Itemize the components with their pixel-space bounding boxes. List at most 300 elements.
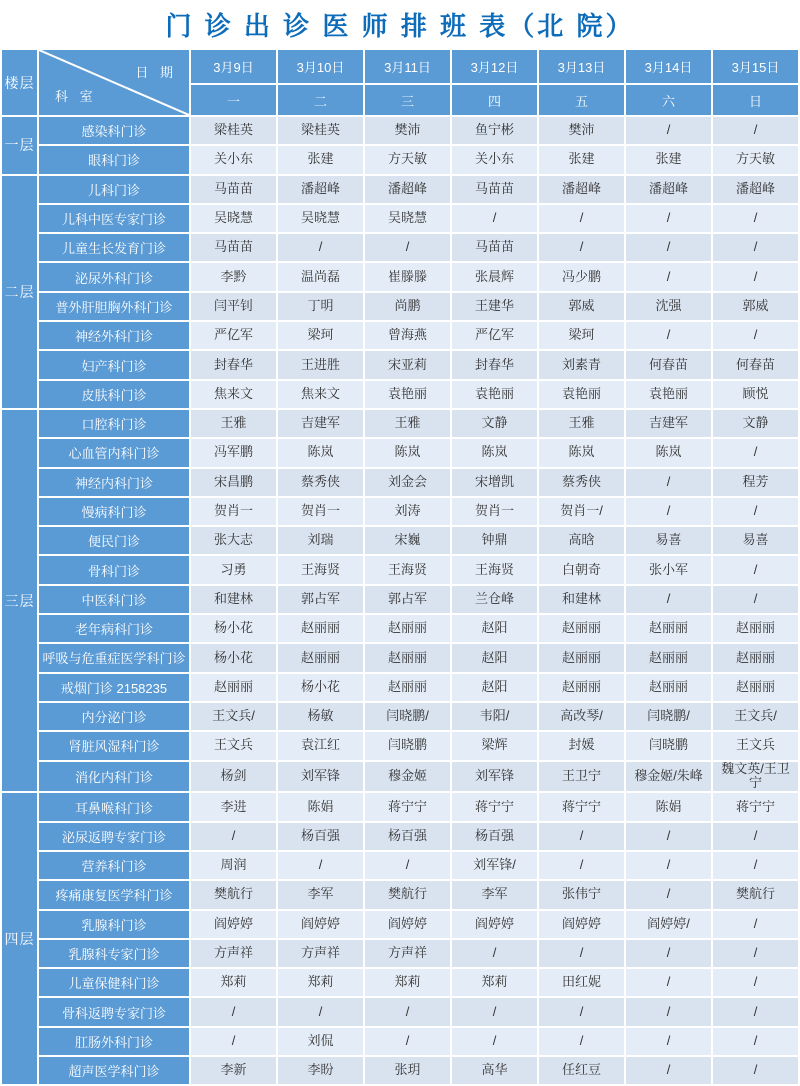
table-row [1,880,799,909]
doctor-cell: 何春苗 [712,350,799,379]
doctor-cell: 闫晓鹏 [364,731,451,760]
doctor-cell: 吉建军 [277,409,364,438]
doctor-cell: 刘金会 [364,468,451,497]
doctor-cell: 蒋宁宁 [538,792,625,821]
doctor-cell: 梁桂英 [190,116,277,145]
doctor-cell: 易喜 [625,526,712,555]
table-row [1,497,799,526]
doctor-cell: 封春华 [190,350,277,379]
date-header-row [1,49,799,84]
doctor-cell: 文静 [451,409,538,438]
department-cell: 乳腺科专家门诊 [38,939,190,968]
doctor-cell: 魏文英/王卫宁 [712,761,799,793]
department-cell: 戒烟门诊 2158235 [38,673,190,702]
table-row [1,262,799,291]
doctor-cell: / [190,1027,277,1056]
table-header [1,49,799,116]
doctor-cell: 王卫宁 [538,761,625,793]
doctor-cell: 吴晓慧 [190,204,277,233]
doctor-cell: 袁艳丽 [625,380,712,409]
doctor-cell: 曾海燕 [364,321,451,350]
doctor-cell: 潘超峰 [538,175,625,204]
doctor-cell: 易喜 [712,526,799,555]
doctor-cell: 刘军锋 [451,761,538,793]
table-row [1,939,799,968]
department-cell: 眼科门诊 [38,145,190,174]
schedule-table [0,48,800,1086]
weekday-header-cell: 一 [190,84,277,116]
doctor-cell: 刘素青 [538,350,625,379]
doctor-cell: 顾悦 [712,380,799,409]
doctor-cell: 蔡秀侠 [277,468,364,497]
doctor-cell: 梁桂英 [277,116,364,145]
doctor-cell: 李新 [190,1056,277,1085]
doctor-cell: 闫晓鹏/ [625,702,712,731]
doctor-cell: 赵丽丽 [364,643,451,672]
doctor-cell: 张小军 [625,555,712,584]
doctor-cell: / [625,204,712,233]
doctor-cell: / [625,997,712,1026]
doctor-cell: / [190,997,277,1026]
doctor-cell: 张晨辉 [451,262,538,291]
doctor-cell: 贺肖一/ [538,497,625,526]
doctor-cell: 赵阳 [451,643,538,672]
weekday-header-cell: 日 [712,84,799,116]
doctor-cell: 王雅 [190,409,277,438]
doctor-cell: / [451,997,538,1026]
doctor-cell: 贺肖一 [277,497,364,526]
doctor-cell: 张玥 [364,1056,451,1085]
doctor-cell: 刘瑞 [277,526,364,555]
department-cell: 肛肠外科门诊 [38,1027,190,1056]
doctor-cell: 闫晓鹏 [625,731,712,760]
doctor-cell: / [712,321,799,350]
department-cell: 儿童保健科门诊 [38,968,190,997]
department-cell: 营养科门诊 [38,851,190,880]
doctor-cell: 吴晓慧 [364,204,451,233]
date-header-cell: 3月10日 [277,49,364,84]
doctor-cell: 宋昌鹏 [190,468,277,497]
doctor-cell: 何春苗 [625,350,712,379]
doctor-cell: 李进 [190,792,277,821]
doctor-cell: 阎婷婷 [190,910,277,939]
doctor-cell: 王文兵/ [712,702,799,731]
doctor-cell: 阎婷婷 [277,910,364,939]
doctor-cell: 樊航行 [712,880,799,909]
doctor-cell: / [364,1027,451,1056]
doctor-cell: / [625,1027,712,1056]
doctor-cell: / [277,997,364,1026]
doctor-cell: 陈岚 [451,438,538,467]
doctor-cell: 赵丽丽 [538,673,625,702]
doctor-cell: 潘超峰 [364,175,451,204]
doctor-cell: 刘军锋/ [451,851,538,880]
doctor-cell: / [538,822,625,851]
doctor-cell: 和建林 [538,585,625,614]
doctor-cell: 宋增凯 [451,468,538,497]
doctor-cell: / [364,997,451,1026]
doctor-cell: 崔滕滕 [364,262,451,291]
doctor-cell: 赵丽丽 [538,614,625,643]
doctor-cell: 方声祥 [364,939,451,968]
date-header-cell: 3月12日 [451,49,538,84]
doctor-cell: / [625,321,712,350]
doctor-cell: 穆金姬/朱峰 [625,761,712,793]
doctor-cell: 王海贤 [364,555,451,584]
department-cell: 儿科门诊 [38,175,190,204]
doctor-cell: / [625,262,712,291]
table-row [1,1027,799,1056]
table-row [1,292,799,321]
doctor-cell: / [712,1056,799,1085]
date-header-cell: 3月13日 [538,49,625,84]
date-header-cell: 3月14日 [625,49,712,84]
doctor-cell: 韦阳/ [451,702,538,731]
doctor-cell: 赵丽丽 [277,614,364,643]
doctor-cell: 陈娟 [625,792,712,821]
doctor-cell: 陈岚 [277,438,364,467]
weekday-header-cell: 五 [538,84,625,116]
department-cell: 内分泌门诊 [38,702,190,731]
doctor-cell: / [625,116,712,145]
doctor-cell: 赵丽丽 [364,614,451,643]
doctor-cell: 潘超峰 [712,175,799,204]
date-header-cell: 3月15日 [712,49,799,84]
doctor-cell: 潘超峰 [625,175,712,204]
doctor-cell: 蒋宁宁 [712,792,799,821]
table-row [1,145,799,174]
doctor-cell: 冯少鹏 [538,262,625,291]
doctor-cell: / [625,585,712,614]
floor-header-cell: 楼层 [1,49,38,116]
department-cell: 肾脏风湿科门诊 [38,731,190,760]
doctor-cell: / [712,262,799,291]
table-row [1,997,799,1026]
doctor-cell: 赵丽丽 [712,643,799,672]
doctor-cell: 袁艳丽 [451,380,538,409]
doctor-cell: / [538,939,625,968]
doctor-cell: / [538,1027,625,1056]
doctor-cell: / [277,851,364,880]
doctor-cell: / [625,1056,712,1085]
doctor-cell: 郭占军 [277,585,364,614]
weekday-header-cell: 四 [451,84,538,116]
doctor-cell: 张建 [277,145,364,174]
doctor-cell: 梁珂 [538,321,625,350]
floor-cell: 三层 [1,409,38,792]
doctor-cell: 高改琴/ [538,702,625,731]
doctor-cell: 马苗苗 [451,175,538,204]
doctor-cell: / [712,910,799,939]
doctor-cell: 方天敏 [712,145,799,174]
doctor-cell: 杨百强 [277,822,364,851]
table-row [1,702,799,731]
doctor-cell: / [712,233,799,262]
doctor-cell: 郑莉 [277,968,364,997]
doctor-cell: 蒋宁宁 [451,792,538,821]
doctor-cell: 白朝奇 [538,555,625,584]
diagonal-line-icon [39,50,189,115]
table-row [1,321,799,350]
doctor-cell: / [625,880,712,909]
doctor-cell: 马苗苗 [190,175,277,204]
doctor-cell: 袁艳丽 [538,380,625,409]
department-cell: 感染科门诊 [38,116,190,145]
doctor-cell: 阎婷婷 [538,910,625,939]
doctor-cell: 王海贤 [451,555,538,584]
doctor-cell: 杨百强 [364,822,451,851]
doctor-cell: / [625,939,712,968]
department-cell: 慢病科门诊 [38,497,190,526]
doctor-cell: 沈强 [625,292,712,321]
doctor-cell: / [712,204,799,233]
doctor-cell: 方天敏 [364,145,451,174]
doctor-cell: / [712,497,799,526]
doctor-cell: 文静 [712,409,799,438]
doctor-cell: / [364,233,451,262]
department-cell: 泌尿外科门诊 [38,262,190,291]
doctor-cell: 赵丽丽 [625,614,712,643]
doctor-cell: 杨小花 [190,643,277,672]
doctor-cell: / [712,1027,799,1056]
doctor-cell: 陈岚 [625,438,712,467]
doctor-cell: 郑莉 [451,968,538,997]
doctor-cell: 焦来文 [277,380,364,409]
doctor-cell: / [712,997,799,1026]
department-cell: 妇产科门诊 [38,350,190,379]
department-cell: 口腔科门诊 [38,409,190,438]
doctor-cell: 赵丽丽 [625,673,712,702]
doctor-cell: 赵丽丽 [712,673,799,702]
table-row [1,851,799,880]
doctor-cell: 王文兵/ [190,702,277,731]
doctor-cell: / [538,851,625,880]
department-cell: 老年病科门诊 [38,614,190,643]
doctor-cell: / [712,555,799,584]
doctor-cell: 阎婷婷 [364,910,451,939]
doctor-cell: 严亿军 [451,321,538,350]
department-cell: 骨科门诊 [38,555,190,584]
doctor-cell: 尚鹏 [364,292,451,321]
table-row [1,380,799,409]
doctor-cell: 蒋宁宁 [364,792,451,821]
department-cell: 心血管内科门诊 [38,438,190,467]
doctor-cell: / [712,116,799,145]
floor-cell: 二层 [1,175,38,409]
department-cell: 中医科门诊 [38,585,190,614]
doctor-cell: 王进胜 [277,350,364,379]
table-row [1,1056,799,1085]
department-cell: 疼痛康复医学科门诊 [38,880,190,909]
doctor-cell: / [538,997,625,1026]
department-cell: 神经外科门诊 [38,321,190,350]
department-cell: 儿童生长发育门诊 [38,233,190,262]
table-row [1,585,799,614]
table-row [1,526,799,555]
table-row [1,614,799,643]
doctor-cell: / [190,822,277,851]
doctor-cell: / [625,968,712,997]
department-cell: 耳鼻喉科门诊 [38,792,190,821]
doctor-cell: / [712,585,799,614]
doctor-cell: 封媛 [538,731,625,760]
doctor-cell: 王海贤 [277,555,364,584]
department-cell: 乳腺科门诊 [38,910,190,939]
doctor-cell: 王文兵 [712,731,799,760]
doctor-cell: / [277,233,364,262]
table-row [1,968,799,997]
department-cell: 神经内科门诊 [38,468,190,497]
table-row [1,350,799,379]
date-axis-label: 日 期 [135,65,177,80]
doctor-cell: 张建 [625,145,712,174]
doctor-cell: 王文兵 [190,731,277,760]
table-row [1,468,799,497]
doctor-cell: 贺肖一 [451,497,538,526]
doctor-cell: 杨小花 [190,614,277,643]
doctor-cell: 潘超峰 [277,175,364,204]
weekday-header-cell: 二 [277,84,364,116]
doctor-cell: 李黔 [190,262,277,291]
floor-cell: 一层 [1,116,38,175]
doctor-cell: 关小东 [451,145,538,174]
department-cell: 泌尿返聘专家门诊 [38,822,190,851]
department-cell: 呼吸与危重症医学科门诊 [38,643,190,672]
doctor-cell: 赵阳 [451,614,538,643]
table-row [1,673,799,702]
doctor-cell: 王建华 [451,292,538,321]
table-row [1,233,799,262]
doctor-cell: 温尚磊 [277,262,364,291]
weekday-header-cell: 三 [364,84,451,116]
table-row [1,116,799,145]
department-cell: 皮肤科门诊 [38,380,190,409]
doctor-cell: 关小东 [190,145,277,174]
doctor-cell: / [625,497,712,526]
doctor-cell: 封春华 [451,350,538,379]
doctor-cell: / [451,1027,538,1056]
department-cell: 普外肝胆胸外科门诊 [38,292,190,321]
doctor-cell: 赵阳 [451,673,538,702]
department-cell: 便民门诊 [38,526,190,555]
doctor-cell: 周润 [190,851,277,880]
doctor-cell: 严亿军 [190,321,277,350]
doctor-cell: 张伟宁 [538,880,625,909]
doctor-cell: 赵丽丽 [538,643,625,672]
doctor-cell: 任红豆 [538,1056,625,1085]
doctor-cell: 马苗苗 [451,233,538,262]
table-row [1,910,799,939]
doctor-cell: / [712,968,799,997]
date-header-cell: 3月9日 [190,49,277,84]
doctor-cell: 赵丽丽 [625,643,712,672]
doctor-cell: 高晗 [538,526,625,555]
doctor-cell: 郭威 [538,292,625,321]
doctor-cell: 杨敏 [277,702,364,731]
doctor-cell: 张建 [538,145,625,174]
doctor-cell: 习勇 [190,555,277,584]
table-row [1,204,799,233]
doctor-cell: 田红妮 [538,968,625,997]
dept-date-diagonal-cell [38,49,190,116]
doctor-cell: 贺肖一 [190,497,277,526]
doctor-cell: / [538,233,625,262]
doctor-cell: 张大志 [190,526,277,555]
doctor-cell: / [451,204,538,233]
doctor-cell: 吉建军 [625,409,712,438]
doctor-cell: 刘涛 [364,497,451,526]
doctor-cell: 方声祥 [190,939,277,968]
doctor-cell: 陈岚 [538,438,625,467]
doctor-cell: 宋亚莉 [364,350,451,379]
doctor-cell: / [364,851,451,880]
doctor-cell: 陈岚 [364,438,451,467]
doctor-cell: / [625,468,712,497]
doctor-cell: 樊沛 [364,116,451,145]
doctor-cell: 杨剑 [190,761,277,793]
doctor-cell: 赵丽丽 [277,643,364,672]
doctor-cell: 李军 [277,880,364,909]
doctor-cell: / [712,438,799,467]
department-cell: 骨科返聘专家门诊 [38,997,190,1026]
doctor-cell: 宋巍 [364,526,451,555]
page-title: 门 诊 出 诊 医 师 排 班 表（北 院） [165,11,635,41]
doctor-cell: 刘军锋 [277,761,364,793]
doctor-cell: 高华 [451,1056,538,1085]
doctor-cell: 兰仓峰 [451,585,538,614]
doctor-cell: 杨百强 [451,822,538,851]
doctor-cell: 鱼宁彬 [451,116,538,145]
doctor-cell: 梁珂 [277,321,364,350]
doctor-cell: / [625,851,712,880]
doctor-cell: 王雅 [364,409,451,438]
doctor-cell: / [625,822,712,851]
doctor-cell: / [451,939,538,968]
doctor-cell: 陈娟 [277,792,364,821]
doctor-cell: 方声祥 [277,939,364,968]
doctor-cell: 郭威 [712,292,799,321]
doctor-cell: 冯军鹏 [190,438,277,467]
table-row [1,731,799,760]
table-row [1,409,799,438]
department-cell: 消化内科门诊 [38,761,190,793]
doctor-cell: 闫晓鹏/ [364,702,451,731]
doctor-cell: 郑莉 [190,968,277,997]
doctor-cell: 樊航行 [190,880,277,909]
doctor-cell: 梁辉 [451,731,538,760]
doctor-cell: 钟鼎 [451,526,538,555]
doctor-cell: 王雅 [538,409,625,438]
table-row [1,643,799,672]
doctor-cell: 程芳 [712,468,799,497]
dept-axis-label: 科 室 [55,89,97,104]
doctor-cell: 赵丽丽 [364,673,451,702]
doctor-cell: 焦来文 [190,380,277,409]
table-body [1,116,799,1085]
date-header-cell: 3月11日 [364,49,451,84]
doctor-cell: 和建林 [190,585,277,614]
table-row [1,555,799,584]
table-row [1,822,799,851]
table-row [1,175,799,204]
doctor-cell: 马苗苗 [190,233,277,262]
doctor-cell: 穆金姬 [364,761,451,793]
doctor-cell: 刘侃 [277,1027,364,1056]
table-row [1,438,799,467]
doctor-cell: 杨小花 [277,673,364,702]
doctor-cell: / [712,822,799,851]
doctor-cell: 吴晓慧 [277,204,364,233]
